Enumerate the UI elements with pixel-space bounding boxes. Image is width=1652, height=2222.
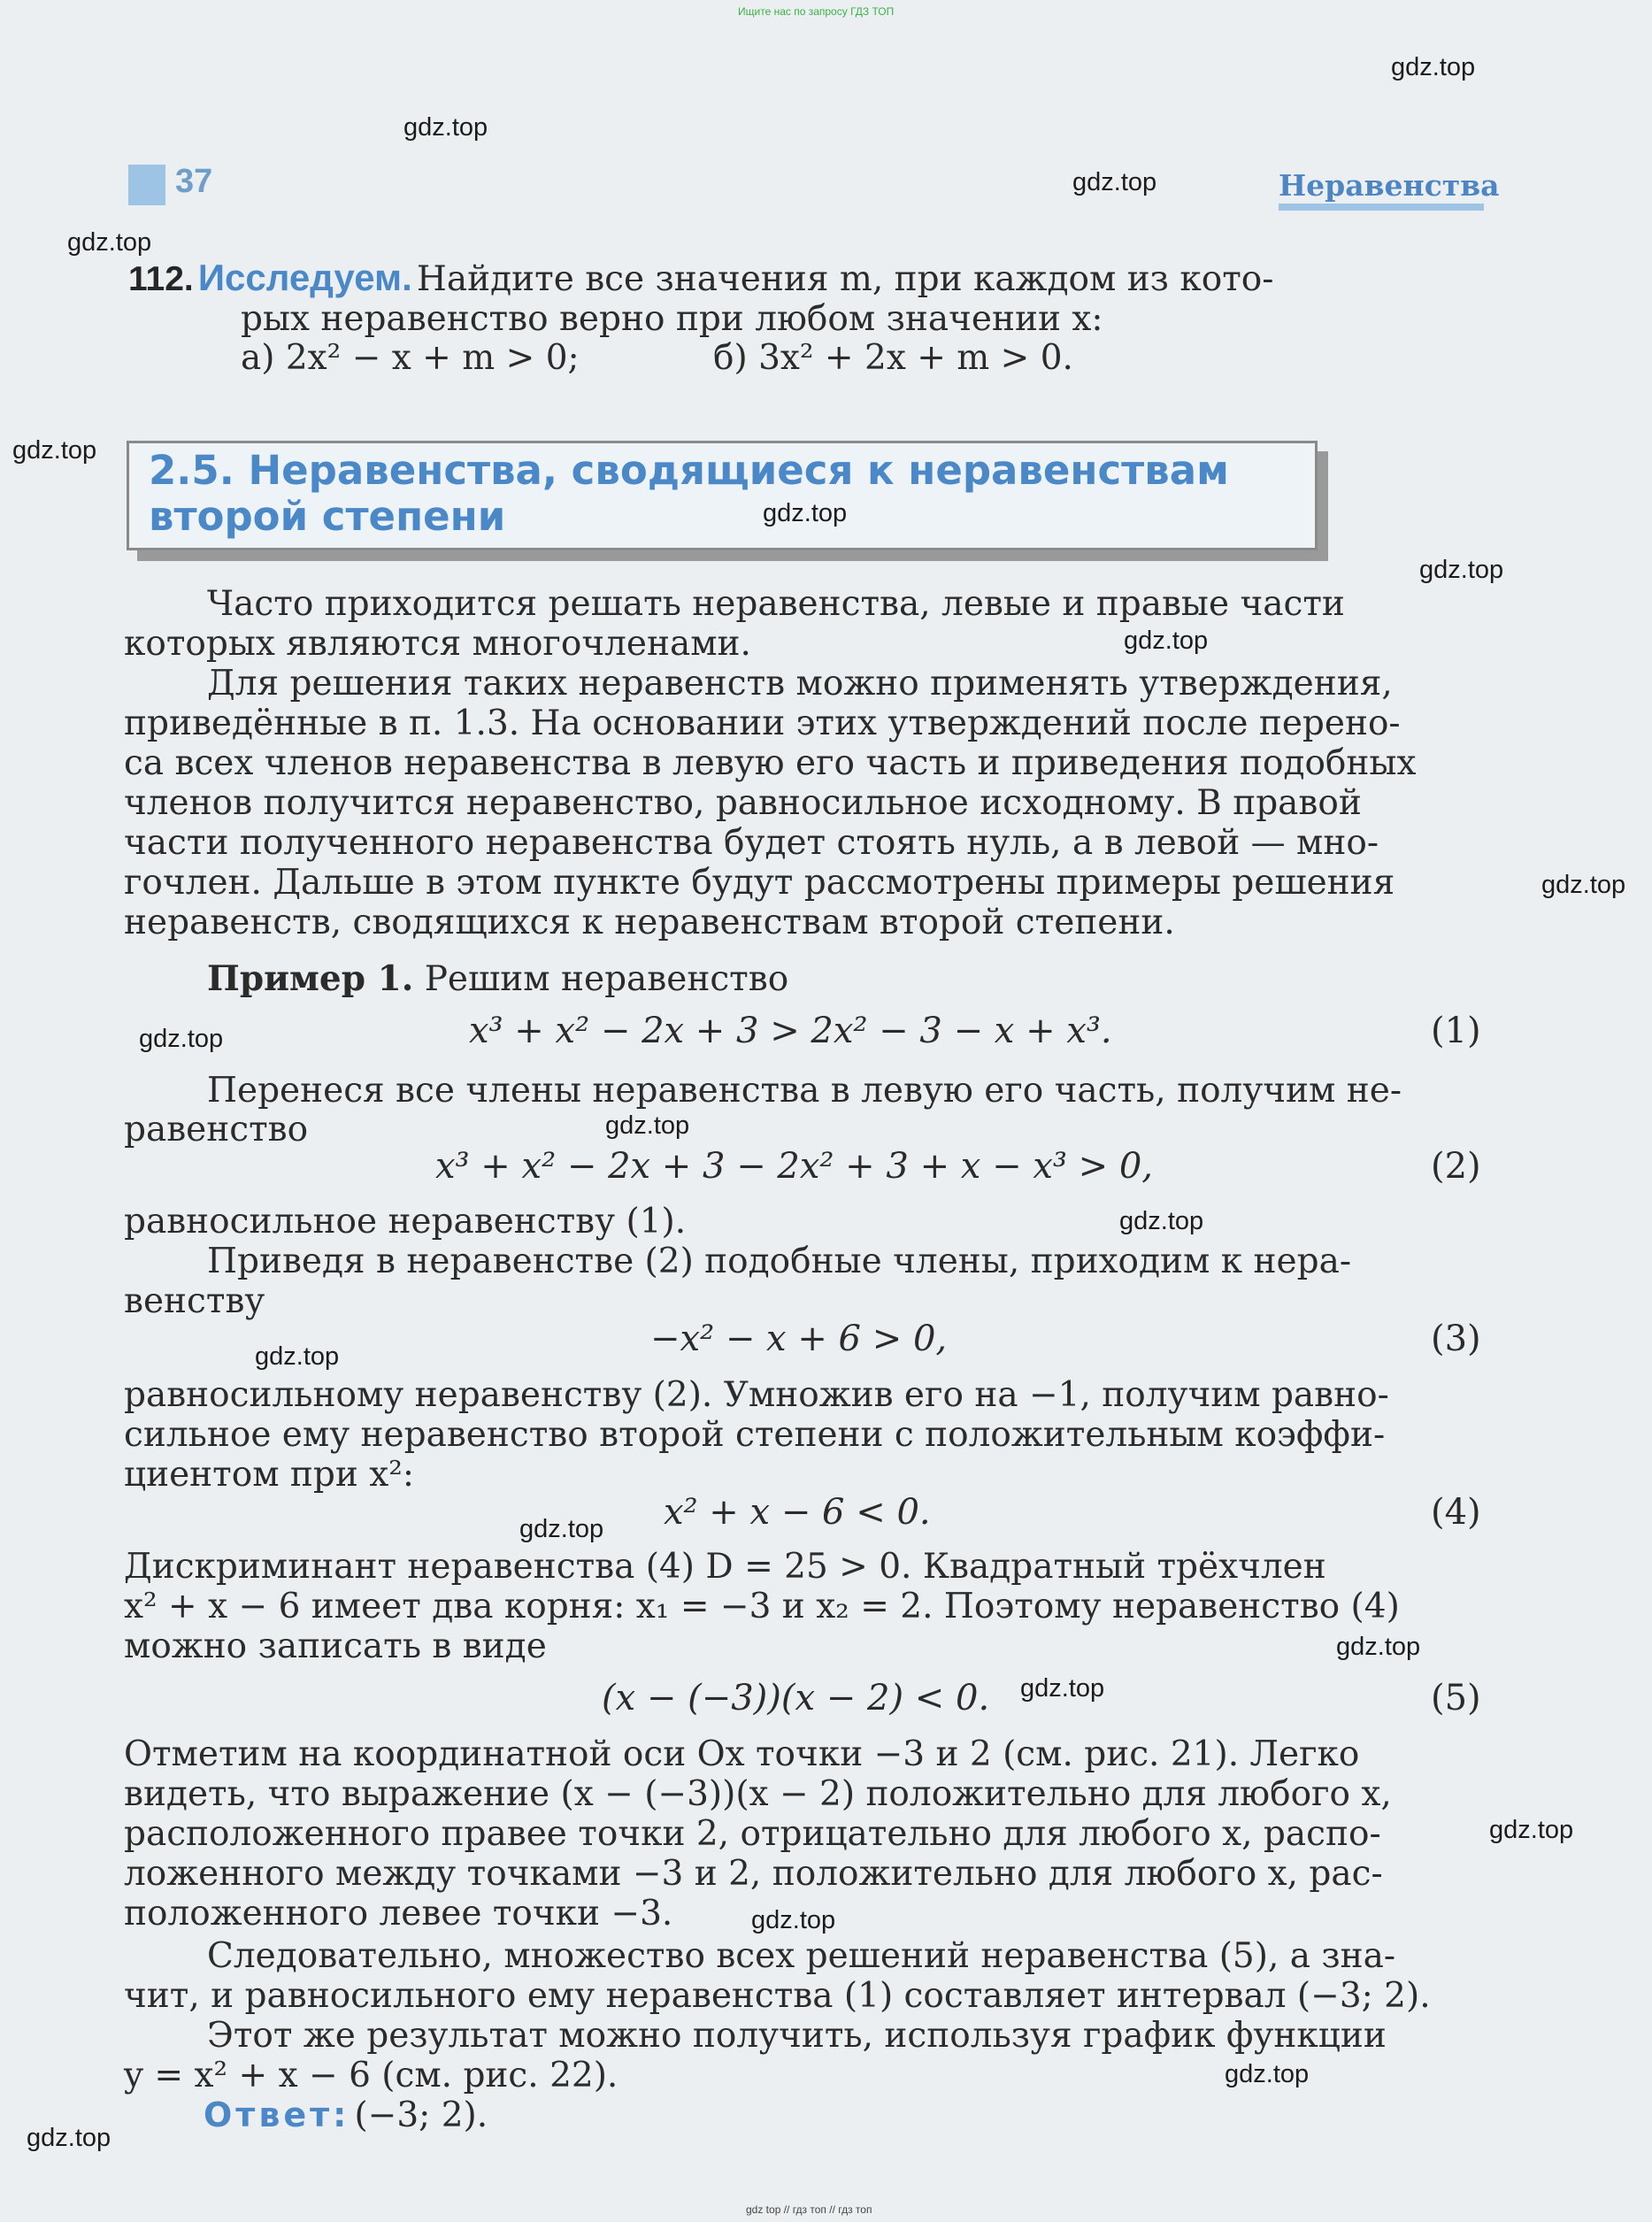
paragraph-line: x² + x − 6 имеет два корня: x₁ = −3 и x₂ = 2. Поэтому неравенство (4) [124, 1587, 1400, 1626]
top-note: Ищите нас по запросу ГДЗ ТОП [738, 5, 895, 18]
exercise-item-a: а) 2x² − x + m > 0; [241, 338, 580, 378]
paragraph-line: части полученного неравенства будет стоять нуль, а в левой — мно- [124, 823, 1379, 863]
watermark: gdz.top [255, 1342, 340, 1371]
equation-number: (4) [1431, 1492, 1481, 1533]
paragraph-line: приведённые в п. 1.3. На основании этих утверждений после перено- [124, 704, 1401, 743]
watermark: gdz.top [1541, 871, 1626, 899]
paragraph-line: Этот же результат можно получить, используя график функции [207, 2016, 1387, 2056]
watermark: gdz.top [1225, 2060, 1310, 2088]
paragraph-line: неравенств, сводящихся к неравенствам второй степени. [124, 903, 1175, 942]
exercise-112 [128, 257, 1273, 299]
watermark: gdz.top [763, 499, 848, 527]
paragraph-line: положенного левее точки −3. [124, 1894, 673, 1934]
watermark: gdz.top [519, 1515, 604, 1543]
answer-value: (−3; 2). [354, 2095, 488, 2135]
paragraph-line: ложенного между точками −3 и 2, положительно для любого x, рас- [124, 1854, 1383, 1894]
exercise-line: Найдите все значения m, при каждом из кото- [416, 259, 1274, 299]
watermark: gdz.top [751, 1906, 836, 1934]
exercise-keyword: Исследуем. [197, 257, 412, 298]
watermark: gdz.top [1336, 1633, 1421, 1661]
paragraph-line: чит, и равносильного ему неравенства (1) составляет интервал (−3; 2). [124, 1976, 1431, 2016]
watermark: gdz.top [67, 228, 152, 257]
watermark: gdz.top [403, 113, 488, 142]
paragraph-line: Перенеся все члены неравенства в левую его часть, получим не- [207, 1071, 1402, 1111]
paragraph-line: циентом при x²: [124, 1455, 415, 1495]
paragraph-line: Часто приходится решать неравенства, левые и правые части [207, 584, 1345, 624]
paragraph-line: видеть, что выражение (x − (−3))(x − 2) положительно для любого x, [124, 1774, 1392, 1814]
section-title-line: 2.5. Неравенства, сводящиеся к неравенствам [149, 447, 1229, 494]
watermark: gdz.top [139, 1025, 224, 1053]
example-text: Решим неравенство [424, 959, 789, 999]
exercise-item-b: б) 3x² + 2x + m > 0. [713, 338, 1073, 378]
bottom-note: gdz top // гдз топ // гдз топ [746, 2203, 872, 2216]
paragraph-line: гочлен. Дальше в этом пункте будут рассмотрены примеры решения [124, 863, 1395, 903]
example-label: Пример 1. [207, 958, 414, 999]
paragraph-line: равносильному неравенству (2). Умножив его на −1, получим равно- [124, 1375, 1389, 1415]
paragraph-line: можно записать в виде [124, 1626, 547, 1666]
exercise-number: 112. [128, 260, 194, 298]
watermark: gdz.top [12, 436, 97, 465]
section-title-line: второй степени [149, 493, 506, 540]
page-number-tab [128, 165, 165, 205]
equation-5: (x − (−3))(x − 2) < 0. [602, 1678, 990, 1718]
equation-number: (1) [1431, 1011, 1481, 1051]
page-number: 37 [175, 163, 213, 200]
paragraph-line: Следовательно, множество всех решений неравенства (5), а зна- [207, 1936, 1396, 1976]
running-head: Неравенства [1279, 168, 1500, 203]
equation-2: x³ + x² − 2x + 3 − 2x² + 3 + x − x³ > 0, [435, 1146, 1154, 1187]
watermark: gdz.top [1489, 1816, 1574, 1844]
paragraph-line: са всех членов неравенства в левую его часть и приведения подобных [124, 743, 1417, 783]
equation-number: (5) [1431, 1678, 1481, 1718]
watermark: gdz.top [1391, 53, 1476, 81]
paragraph-line: Для решения таких неравенств можно применять утверждения, [207, 664, 1393, 704]
example-heading [207, 958, 788, 999]
answer-label: Ответ: [204, 2095, 350, 2134]
paragraph-line: Приведя в неравенстве (2) подобные члены, приходим к нера- [207, 1242, 1352, 1281]
exercise-line: рых неравенство верно при любом значении x: [241, 299, 1103, 339]
watermark: gdz.top [605, 1111, 690, 1140]
watermark: gdz.top [1119, 1207, 1204, 1235]
running-head-rule [1279, 204, 1484, 211]
watermark: gdz.top [1072, 168, 1157, 196]
watermark: gdz.top [1020, 1674, 1105, 1703]
watermark: gdz.top [1124, 627, 1209, 655]
watermark: gdz.top [1419, 556, 1504, 584]
paragraph-line: членов получится неравенство, равносильное исходному. В правой [124, 783, 1362, 823]
equation-number: (2) [1431, 1146, 1481, 1187]
paragraph-line: Отметим на координатной оси Ox точки −3 и 2 (см. рис. 21). Легко [124, 1734, 1360, 1774]
watermark: gdz.top [27, 2124, 111, 2152]
equation-number: (3) [1431, 1319, 1481, 1359]
equation-1: x³ + x² − 2x + 3 > 2x² − 3 − x + x³. [469, 1011, 1112, 1051]
paragraph-line: венству [124, 1281, 265, 1321]
paragraph-line: y = x² + x − 6 (см. рис. 22). [124, 2056, 619, 2095]
answer [204, 2095, 488, 2135]
equation-4: x² + x − 6 < 0. [664, 1492, 931, 1533]
paragraph-line: равносильное неравенству (1). [124, 1202, 687, 1242]
paragraph-line: Дискриминант неравенства (4) D = 25 > 0. Квадратный трёхчлен [124, 1547, 1326, 1587]
paragraph-line: которых являются многочленами. [124, 624, 751, 664]
paragraph-line: расположенного правее точки 2, отрицательно для любого x, распо- [124, 1814, 1381, 1854]
paragraph-line: сильное ему неравенство второй степени с положительным коэффи- [124, 1415, 1386, 1455]
equation-3: −x² − x + 6 > 0, [650, 1319, 948, 1359]
paragraph-line: равенство [124, 1110, 309, 1149]
